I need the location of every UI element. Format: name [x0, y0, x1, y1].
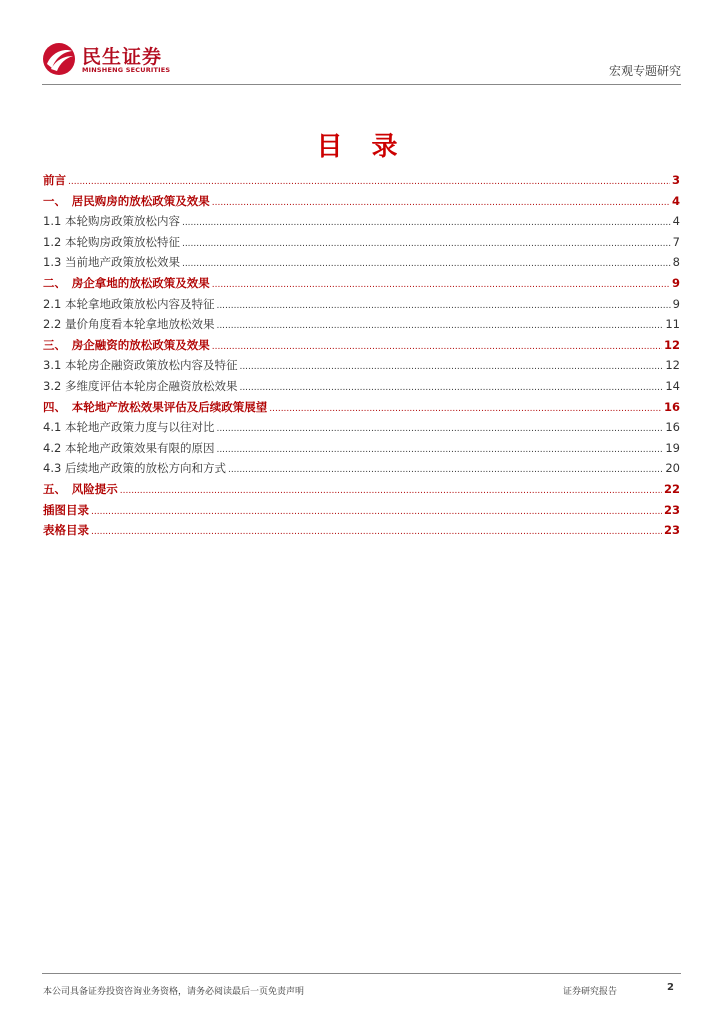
toc-entry-title: 1.2 本轮购房政策放松特征 [43, 234, 180, 249]
toc-entry[interactable] [43, 296, 680, 317]
toc-entry[interactable] [43, 502, 680, 523]
toc-entry-title: 二、 房企拿地的放松政策及效果 [43, 275, 210, 290]
toc-dot-leader [269, 400, 662, 414]
toc-dot-leader [91, 523, 662, 537]
toc-entry-page: 23 [663, 502, 680, 517]
footer-report-label: 证券研究报告 [563, 987, 618, 997]
page-number: 2 [667, 982, 674, 993]
toc-entry-title: 一、 居民购房的放松政策及效果 [43, 193, 210, 208]
toc-entry-title: 2.1 本轮拿地政策放松内容及特征 [43, 296, 215, 311]
toc-entry[interactable] [43, 234, 680, 255]
toc-dot-leader [216, 297, 670, 311]
toc-dot-leader [182, 235, 671, 249]
toc-entry[interactable] [43, 213, 680, 234]
toc-entry-page: 7 [672, 234, 680, 249]
toc-entry-page: 20 [665, 461, 680, 476]
toc-entry-page: 9 [671, 275, 680, 290]
toc-entry-title: 2.2 量价角度看本轮拿地放松效果 [43, 317, 215, 332]
toc-entry-title: 4.1 本轮地产政策力度与以往对比 [43, 420, 215, 435]
toc-dot-leader [239, 379, 663, 393]
toc-dot-leader [216, 317, 663, 331]
toc-entry-page: 23 [663, 523, 680, 538]
toc-dot-leader [120, 482, 662, 496]
toc-entry-title: 3.2 多维度评估本轮房企融资放松效果 [43, 378, 238, 393]
toc-entry-title: 插图目录 [43, 502, 89, 517]
toc-entry-title: 前言 [43, 173, 66, 187]
toc-dot-leader [212, 194, 670, 208]
toc-entry[interactable] [43, 481, 680, 502]
toc-entry[interactable] [43, 172, 680, 193]
minsheng-logo-icon [42, 42, 76, 76]
brand-name-en: MINSHENG SECURITIES [82, 66, 171, 74]
toc-entry-page: 14 [665, 378, 680, 393]
toc-entry[interactable] [43, 193, 680, 214]
toc-entry[interactable] [43, 460, 680, 481]
toc-entry-page: 4 [671, 193, 680, 208]
toc-entry-page: 16 [665, 420, 680, 435]
toc-entry[interactable] [43, 440, 680, 461]
toc-entry-title: 表格目录 [43, 523, 89, 538]
toc-entry-page: 3 [671, 173, 680, 187]
page-header [42, 38, 681, 84]
toc-dot-leader [182, 255, 671, 269]
toc-entry[interactable] [43, 357, 680, 378]
toc-entry[interactable] [43, 337, 680, 358]
toc-entry-page: 8 [672, 255, 680, 270]
toc-dot-leader [239, 358, 663, 372]
toc-dot-leader [91, 503, 662, 517]
toc-entry-title: 4.2 本轮地产政策效果有限的原因 [43, 440, 215, 455]
toc-entry-title: 五、 风险提示 [43, 481, 118, 496]
toc-dot-leader [216, 420, 663, 434]
footer-disclaimer: 本公司具备证券投资咨询业务资格，请务必阅读最后一页免责声明 [43, 987, 305, 997]
footer-divider [42, 973, 681, 974]
toc-entry[interactable] [43, 399, 680, 420]
toc-dot-leader [68, 173, 670, 187]
toc-entry-page: 19 [665, 440, 680, 455]
toc-entry-page: 11 [665, 317, 680, 332]
toc-entry-page: 4 [672, 214, 680, 229]
toc-dot-leader [216, 441, 663, 455]
toc-dot-leader [212, 338, 662, 352]
toc-entry[interactable] [43, 254, 680, 275]
toc-dot-leader [182, 214, 671, 228]
toc-entry[interactable] [43, 419, 680, 440]
brand-name-cn: 民生证券 [82, 46, 163, 68]
toc-entry-page: 12 [665, 358, 680, 373]
toc-entry[interactable] [43, 316, 680, 337]
toc-entry[interactable] [43, 378, 680, 399]
toc-entry-page: 12 [663, 337, 680, 352]
toc-entry-title: 1.1 本轮购房政策放松内容 [43, 214, 180, 229]
toc-dot-leader [212, 276, 670, 290]
toc-title: 目 录 [316, 132, 408, 162]
toc-entry-title: 1.3 当前地产政策放松效果 [43, 255, 180, 270]
report-type-label: 宏观专题研究 [608, 64, 681, 78]
header-divider [42, 84, 681, 85]
toc-dot-leader [228, 461, 663, 475]
toc-entry-page: 9 [672, 296, 680, 311]
toc-entry-title: 3.1 本轮房企融资政策放松内容及特征 [43, 358, 238, 373]
toc-entry-title: 三、 房企融资的放松政策及效果 [43, 337, 210, 352]
toc-entry-page: 22 [663, 481, 680, 496]
toc-entry-title: 4.3 后续地产政策的放松方向和方式 [43, 461, 226, 476]
table-of-contents [43, 172, 680, 543]
toc-entry[interactable] [43, 522, 680, 543]
toc-entry-page: 16 [663, 399, 680, 414]
toc-entry-title: 四、 本轮地产放松效果评估及后续政策展望 [43, 399, 268, 414]
toc-entry[interactable] [43, 275, 680, 296]
